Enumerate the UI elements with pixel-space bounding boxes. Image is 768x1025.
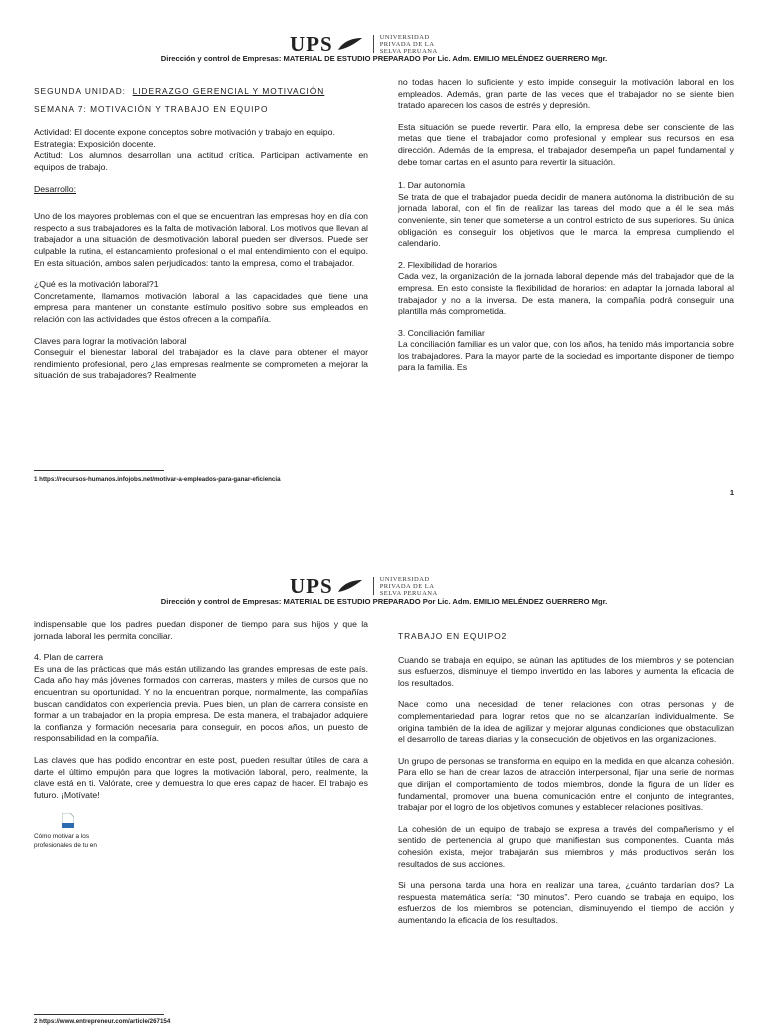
section-4-text: Es una de las prácticas que más están utilizando las grandes empresas de este país. Cada año hay más jóvenes formados con carreras, masters y miles de cursos que no encuentran su oportunidad. Y no la encuentran porque, normalmente, las compañías buscan candidatos con experiencia previa. Pues bien, un plan de carrera consiste en formar a un trabajador en la propia empresa. De esta manera, el trabajador adquiere la confianza y formación necesaria para conseguir, en pocos años, un puesto de responsabilidad en la compañía. — [34, 663, 368, 744]
team-paragraph-5: Si una persona tarda una hora en realizar una tarea, ¿cuánto tardarían dos? La respuesta matemática sería: “30 minutos”. Pero cuando se trabaja en equipo, los esfuerzos de los miembros se potencian, disminuyendo el tiempo de acción y aumentando la eficacia de los resultados. — [398, 880, 734, 925]
continuation-paragraph: indispensable que los padres puedan disponer de tiempo para sus hijos y que la jornada laboral les permita conciliar. — [34, 619, 368, 641]
university-name: UNIVERSIDAD PRIVADA DE LA SELVA PERUANA — [379, 33, 438, 55]
section-1-title: 1. Dar autonomía — [398, 180, 466, 191]
team-heading: TRABAJO EN EQUIPO2 — [398, 631, 508, 641]
logo-text: UPS — [290, 573, 333, 598]
strategy-text: Estrategia: Exposición docente. — [34, 138, 156, 149]
right-paragraph-1: no todas hacen lo suficiente y esto impide conseguir la motivación laboral en los empleados. Además, gran parte de las veces que el trabajador no se siente bien tratado aparecen los casos de estrés y depresión. — [398, 77, 734, 111]
footnote-divider — [34, 1014, 164, 1015]
ups-logo — [290, 573, 485, 598]
section-3-title: 3. Conciliación familiar — [398, 327, 485, 338]
team-paragraph-2: Nace como una necesidad de tener relaciones con otras personas y de complementariedad para lograr retos que no se alcanzarían individualmente. Se origina también de la idea de agilizar y mejorar algunas condiciones que obstaculizan el desarrollo de tareas diarias y la consecución de objetivos en las organizaciones. — [398, 699, 734, 745]
section-4-title: 4. Plan de carrera — [34, 652, 104, 663]
logo-divider — [373, 577, 374, 595]
section-1-text: Se trata de que el trabajador pueda decidir de manera autónoma la distribución de su jornada laboral, con el fin de realizar las tareas del modo que a él le sea más conveniente, sin tener que someterse a un control estricto de sus superiores. Su única obligación es conseguir los objetivos que le marca la empresa cumpliendo el calendario. — [398, 191, 734, 249]
week-heading: SEMANA 7: MOTIVACIÓN Y TRABAJO EN EQUIPO — [34, 103, 269, 114]
attachment-link[interactable] — [34, 813, 368, 850]
right-column — [398, 77, 734, 384]
logo-text: UPS — [290, 31, 333, 56]
intro-paragraph: Uno de los mayores problemas con el que se encuentran las empresas hoy en día con respecto a sus trabajadores es la falta de motivación laboral. Los motivos que llevan al trabajador a una situación de desmotivación laboral pueden ser diversos. Puede ser culpable la rutina, el estancamiento profesional o el mal entendimiento con el equipo. En esta situación, ambos salen perjudicados: tanto la empresa, como el trabajador. — [34, 211, 368, 268]
page-header-subtitle: Dirección y control de Empresas: MATERIAL DE ESTUDIO PREPARADO Por Lic. Adm. EMILIO MELÉNDEZ GUERRERO Mgr. — [160, 54, 608, 63]
left-column — [34, 619, 368, 850]
development-heading: Desarrollo: — [34, 183, 77, 194]
keys-heading: Claves para lograr la motivación laboral — [34, 335, 187, 346]
document-page-2 — [0, 548, 768, 1024]
closing-paragraph: Las claves que has podido encontrar en este post, pueden resultar útiles de cara a darte el último empujón para que logres la motivación laboral, pero, realmente, la clave está en ti. Valórate, cree y demuestra lo que eres capaz de hacer. El trabajo es futuro. ¡Motívate! — [34, 754, 368, 800]
team-paragraph-3: Un grupo de personas se transforma en equipo en la medida en que alcanza cohesión. Para ello se han de crear lazos de atracción interpersonal, fijar una serie de normas que dirijan el comportamiento de todos miembros, donde la figura de un líder es fundamental, promover una buena comunicación entre el conjunto de integrantes, trabajar por el logro de los objetivos comunes y establecer relaciones positivas. — [398, 755, 734, 813]
footnote-divider — [34, 470, 164, 471]
footnote-1: 1 https://recursos-humanos.infojobs.net/motivar-a-empleados-para-ganar-eficiencia — [34, 476, 281, 483]
unit-heading: SEGUNDA UNIDAD: LIDERAZGO GERENCIAL Y MOTIVACIÓN — [34, 86, 325, 96]
left-column — [34, 86, 368, 392]
footnote-2: 2 https://www.entrepreneur.com/article/267154 — [34, 1018, 171, 1025]
document-icon — [62, 813, 74, 828]
attitude-text: Actitud: Los alumnos desarrollan una actitud crítica. Participan activamente en equipos de trabajo. — [34, 150, 368, 172]
team-paragraph-4: La cohesión de un equipo de trabajo se expresa a través del compañerismo y el sentido de pertenencia al grupo que manifiestan sus componentes. Cuanta más cohesión exista, mejor trabajarán sus miembros y más productivos serán los resultados de sus acciones. — [398, 823, 734, 869]
right-column — [398, 631, 734, 936]
right-paragraph-2: Esta situación se puede revertir. Para ello, la empresa debe ser consciente de las metas que tiene el trabajador como profesional y emplear sus recursos en esa dirección. Además de la empresa, el trabajador desempeña un papel fundamental y debe tomar cartas en el asunto para revertir la situación. — [398, 121, 734, 167]
team-paragraph-1: Cuando se trabaja en equipo, se aúnan las aptitudes de los miembros y se potencian sus esfuerzos, disminuye el tiempo invertido en las labores y aumenta la eficacia de los resultados. — [398, 654, 734, 688]
page-number: 1 — [729, 488, 734, 497]
attachment-caption: Cómo motivar a los profesionales de tu en — [34, 832, 97, 849]
leaf-icon — [337, 579, 363, 593]
motivation-question: ¿Qué es la motivación laboral?1 — [34, 279, 159, 290]
activity-text: Actividad: El docente expone conceptos sobre motivación y trabajo en equipo. — [34, 127, 335, 138]
ups-logo — [290, 31, 485, 56]
page-header-subtitle: Dirección y control de Empresas: MATERIAL DE ESTUDIO PREPARADO Por Lic. Adm. EMILIO MELÉNDEZ GUERRERO Mgr. — [160, 597, 608, 606]
section-3-text: La conciliación familiar es un valor que, con los años, ha tenido más importancia sobre los trabajadores. Para la mayor parte de la sociedad es importante disponer de tiempo para la familia. Es — [398, 339, 734, 373]
keys-paragraph: Conseguir el bienestar laboral del trabajador es la clave para obtener el mayor rendimiento profesional, pero ¿las empresas realmente se comprometen a mejorar la situación de sus trabajadores? Realmente — [34, 347, 368, 381]
leaf-icon — [337, 37, 363, 51]
concept-paragraph: Concretamente, llamamos motivación laboral a las capacidades que tiene una empresa para mantener un constante estímulo positivo sobre sus empleados en relación con las actividades que éstos ofrecen a la compañía. — [34, 290, 368, 324]
university-name: UNIVERSIDAD PRIVADA DE LA SELVA PERUANA — [379, 575, 438, 597]
section-2-title: 2. Flexibilidad de horarios — [398, 259, 497, 270]
section-2-text: Cada vez, la organización de la jornada laboral depende más del trabajador que de la empresa. En esto consiste la flexibilidad de horarios: en adaptar la jornada laboral al trabajador y no a la inversa. De esta manera, la compañía podrá conseguir una plantilla más comprometida. — [398, 271, 734, 317]
logo-divider — [373, 35, 374, 53]
page-gap — [0, 528, 768, 548]
